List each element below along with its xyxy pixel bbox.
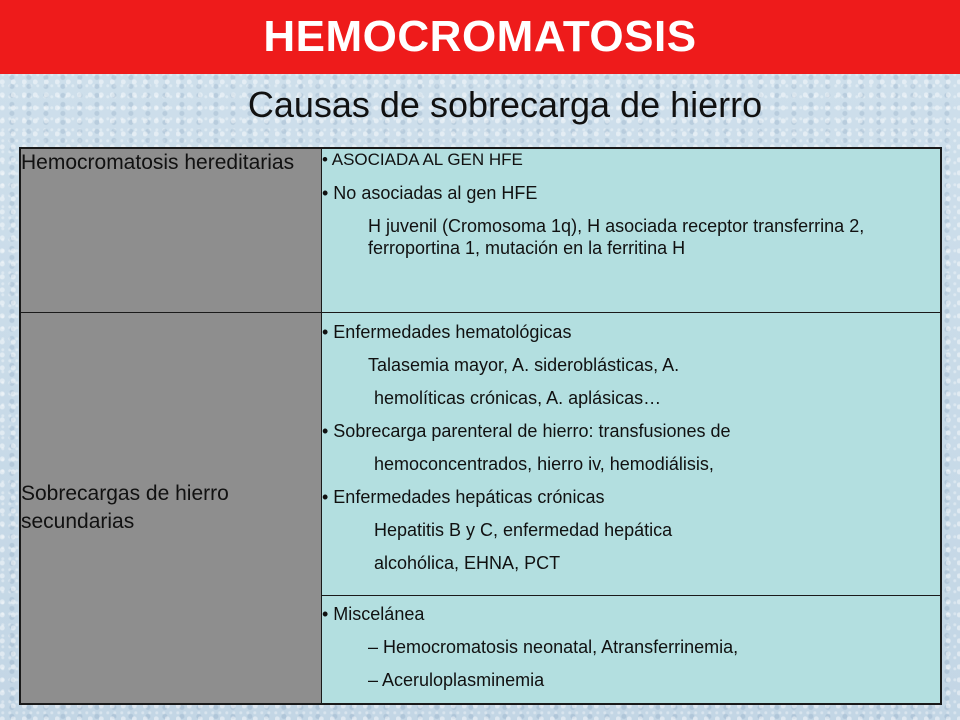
page-subtitle: Causas de sobrecarga de hierro	[247, 84, 763, 125]
list-item: Talasemia mayor, A. sideroblásticas, A.	[368, 354, 680, 375]
page-title: HEMOCROMATOSIS	[263, 12, 697, 61]
list-item: H juvenil (Cromosoma 1q), H asociada receptor transferrina 2, ferroportina 1, mutación en la ferritina H	[368, 216, 865, 258]
list-item: hemolíticas crónicas, A. aplásicas…	[374, 387, 662, 408]
list-item: • Sobrecarga parenteral de hierro: transfusiones de	[322, 420, 731, 441]
list-item: – Hemocromatosis neonatal, Atransferrinemia,	[368, 636, 739, 657]
category-cell: Hemocromatosis hereditarias	[20, 148, 322, 312]
list-item: Hepatitis B y C, enfermedad hepática	[374, 519, 673, 540]
list-item: • No asociadas al gen HFE	[322, 183, 538, 203]
table-row	[20, 312, 941, 595]
title-bar	[0, 0, 960, 74]
details-cell	[322, 595, 942, 704]
list-item: – Aceruloplasminemia	[368, 669, 545, 690]
list-item: • ASOCIADA AL GEN HFE	[322, 150, 523, 169]
table-row	[20, 148, 941, 312]
list-item: • Enfermedades hepáticas crónicas	[322, 486, 605, 507]
causes-table	[19, 147, 942, 705]
details-cell	[322, 312, 942, 595]
list-item: • Miscelánea	[322, 603, 425, 624]
category-cell: Sobrecargas de hierro secundarias	[20, 312, 322, 704]
list-item: hemoconcentrados, hierro iv, hemodiálisis,	[374, 453, 714, 474]
details-cell	[322, 148, 942, 312]
list-item: • Enfermedades hematológicas	[322, 321, 572, 342]
list-item: alcohólica, EHNA, PCT	[374, 552, 561, 573]
